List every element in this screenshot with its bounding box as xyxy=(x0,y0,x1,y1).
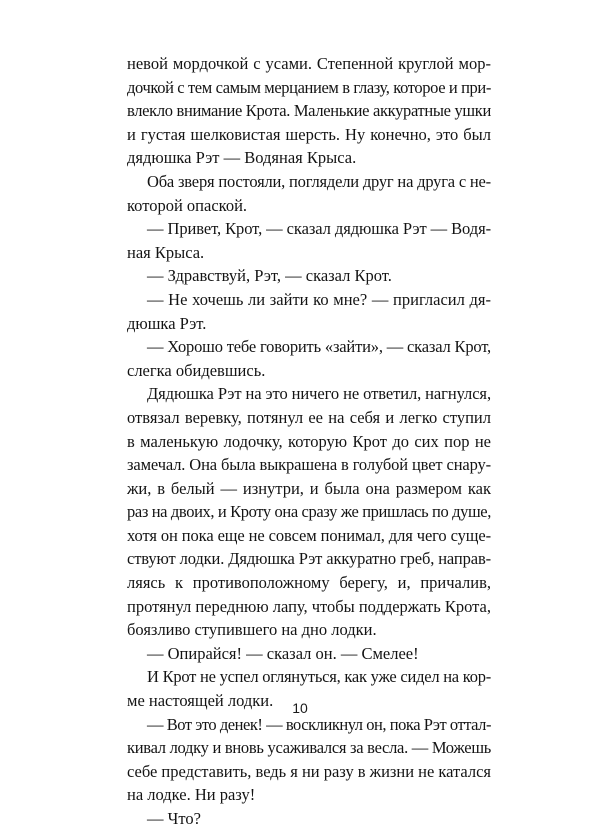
text-line: замечал. Она была выкрашена в голубой цвет снару- xyxy=(127,455,491,475)
text-line: жи, в белый — изнутри, и была она размером как xyxy=(127,478,491,498)
text-line: — Хорошо тебе говорить «зайти», — сказал Крот, xyxy=(147,337,491,357)
text-line: раз на двоих, и Кроту она сразу же пришлась по душе, xyxy=(127,502,491,522)
text-line: себе представить, ведь я ни разу в жизни не катался xyxy=(127,761,491,781)
text-line: Оба зверя постояли, поглядели друг на друга с не- xyxy=(147,171,491,191)
text-line: дядюшка Рэт — Водяная Крыса. xyxy=(127,148,357,168)
text-line: невой мордочкой с усами. Степенной круглой мор- xyxy=(127,54,491,73)
page-number: 10 xyxy=(292,700,308,716)
text-line: — Здравствуй, Рэт, — сказал Крот. xyxy=(147,266,392,286)
text-line: И Крот не успел оглянуться, как уже сидел на кор- xyxy=(147,667,491,687)
text-line: ляясь к противоположному берегу, и, причалив, xyxy=(127,573,491,593)
text-line: боязливо ступившего на дно лодки. xyxy=(127,620,377,640)
text-line: влекло внимание Крота. Маленькие аккуратные ушки xyxy=(127,101,491,121)
text-line: на лодке. Ни разу! xyxy=(127,785,256,805)
text-line: — Привет, Крот, — сказал дядюшка Рэт — Водя- xyxy=(147,219,491,239)
text-line: ная Крыса. xyxy=(127,242,205,262)
text-line: — Вот это денек! — воскликнул он, пока Рэт оттал- xyxy=(147,714,491,734)
text-line: ме настоящей лодки. xyxy=(127,691,274,711)
text-line: которой опаской. xyxy=(127,195,248,215)
text-line: Дядюшка Рэт на это ничего не ответил, нагнулся, xyxy=(147,384,491,404)
text-line: ствуют лодки. Дядюшка Рэт аккуратно греб, направ- xyxy=(127,549,491,569)
text-line: — Опирайся! — сказал он. — Смелее! xyxy=(147,643,419,663)
text-line: дюшка Рэт. xyxy=(127,313,207,333)
text-line: дочкой с тем самым мерцанием в глазу, которое и при- xyxy=(127,77,491,97)
text-line: — Что? xyxy=(147,809,201,828)
text-line: в маленькую лодочку, которую Крот до сих пор не xyxy=(127,431,491,451)
text-line: кивал лодку и вновь усаживался за весла. — Можешь xyxy=(127,738,491,758)
text-line: — Не хочешь ли зайти ко мне? — пригласил дя- xyxy=(147,289,491,309)
text-line: хотя он пока еще не совсем понимал, для чего суще- xyxy=(127,525,491,545)
text-line: протянул переднюю лапу, чтобы поддержать Крота, xyxy=(127,596,491,616)
text-line: отвязал веревку, потянул ее на себя и легко ступил xyxy=(127,407,491,427)
text-line: и густая шелковистая шерсть. Ну конечно, это был xyxy=(127,124,491,144)
text-line: слегка обидевшись. xyxy=(127,360,266,380)
